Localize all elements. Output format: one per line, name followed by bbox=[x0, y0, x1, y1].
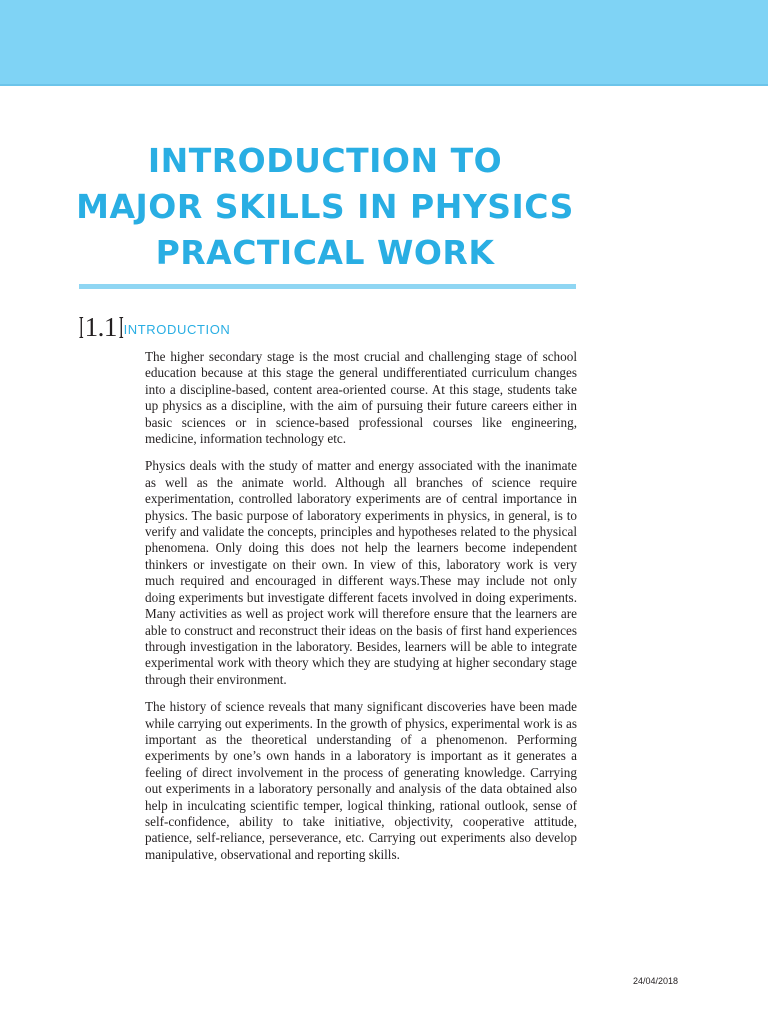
paragraph-2: Physics deals with the study of matter and energy associated with the inanimate as well as the animate world. Although all branches of science require experimentation, controlled laboratory experiments are of central importance in physics. The basic purpose of laboratory experiments in physics, in general, is to verify and validate the concepts, principles and hypotheses related to the physical phenomena. Only doing this does not help the learners become independent thinkers or investigate on their own. In view of this, laboratory work is very much required and encouraged in different ways.These may include not only doing experiments but investigate different facets involved in doing experiments. Many activities as well as project work will therefore ensure that the learners are able to construct and reconstruct their ideas on the basis of first hand experiences through investigation in the laboratory. Besides, learners will be able to integrate experimental work with theory which they are studying at higher secondary stage through their environment. bbox=[145, 458, 577, 687]
section-heading bbox=[76, 308, 230, 344]
section-title: INTRODUCTION bbox=[123, 322, 231, 337]
paragraph-3: The history of science reveals that many significant discoveries have been made while carrying out experiments. In the growth of physics, experimental work is as important as the theoretical understanding of a phenomenon. Performing experiments by one’s own hands in a laboratory is important as it generates a feeling of direct involvement in the process of generating knowledge. Carrying out experiments in a laboratory personally and analysis of the data obtained also help in inculcating scientific temper, logical thinking, rational outlook, sense of self-confidence, ability to take initiative, objectivity, cooperative attitude, patience, self-reliance, perseverance, etc. Carrying out experiments also develop manipulative, observational and reporting skills. bbox=[145, 699, 577, 862]
section-separator-bar: I bbox=[118, 309, 124, 345]
top-color-band bbox=[0, 0, 768, 86]
chapter-title-line-3: PRACTICAL WORK bbox=[155, 233, 495, 272]
section-number: 1.1 bbox=[84, 312, 117, 342]
chapter-title bbox=[60, 138, 590, 276]
footer-date: 24/04/2018 bbox=[632, 976, 678, 986]
chapter-title-line-1: INTRODUCTION TO bbox=[147, 141, 503, 180]
section-marker: I bbox=[78, 309, 84, 345]
body-text bbox=[145, 349, 577, 874]
chapter-title-line-2: MAJOR SKILLS IN PHYSICS bbox=[76, 187, 574, 226]
title-divider-rule bbox=[79, 284, 576, 289]
paragraph-1: The higher secondary stage is the most crucial and challenging stage of school education because at this stage the general undifferentiated curriculum changes into a discipline-based, content area-oriented course. At this stage, students take up physics as a discipline, with the aim of pursuing their future careers either in basic sciences or in science-based professional courses like engineering, medicine, information technology etc. bbox=[145, 349, 577, 447]
